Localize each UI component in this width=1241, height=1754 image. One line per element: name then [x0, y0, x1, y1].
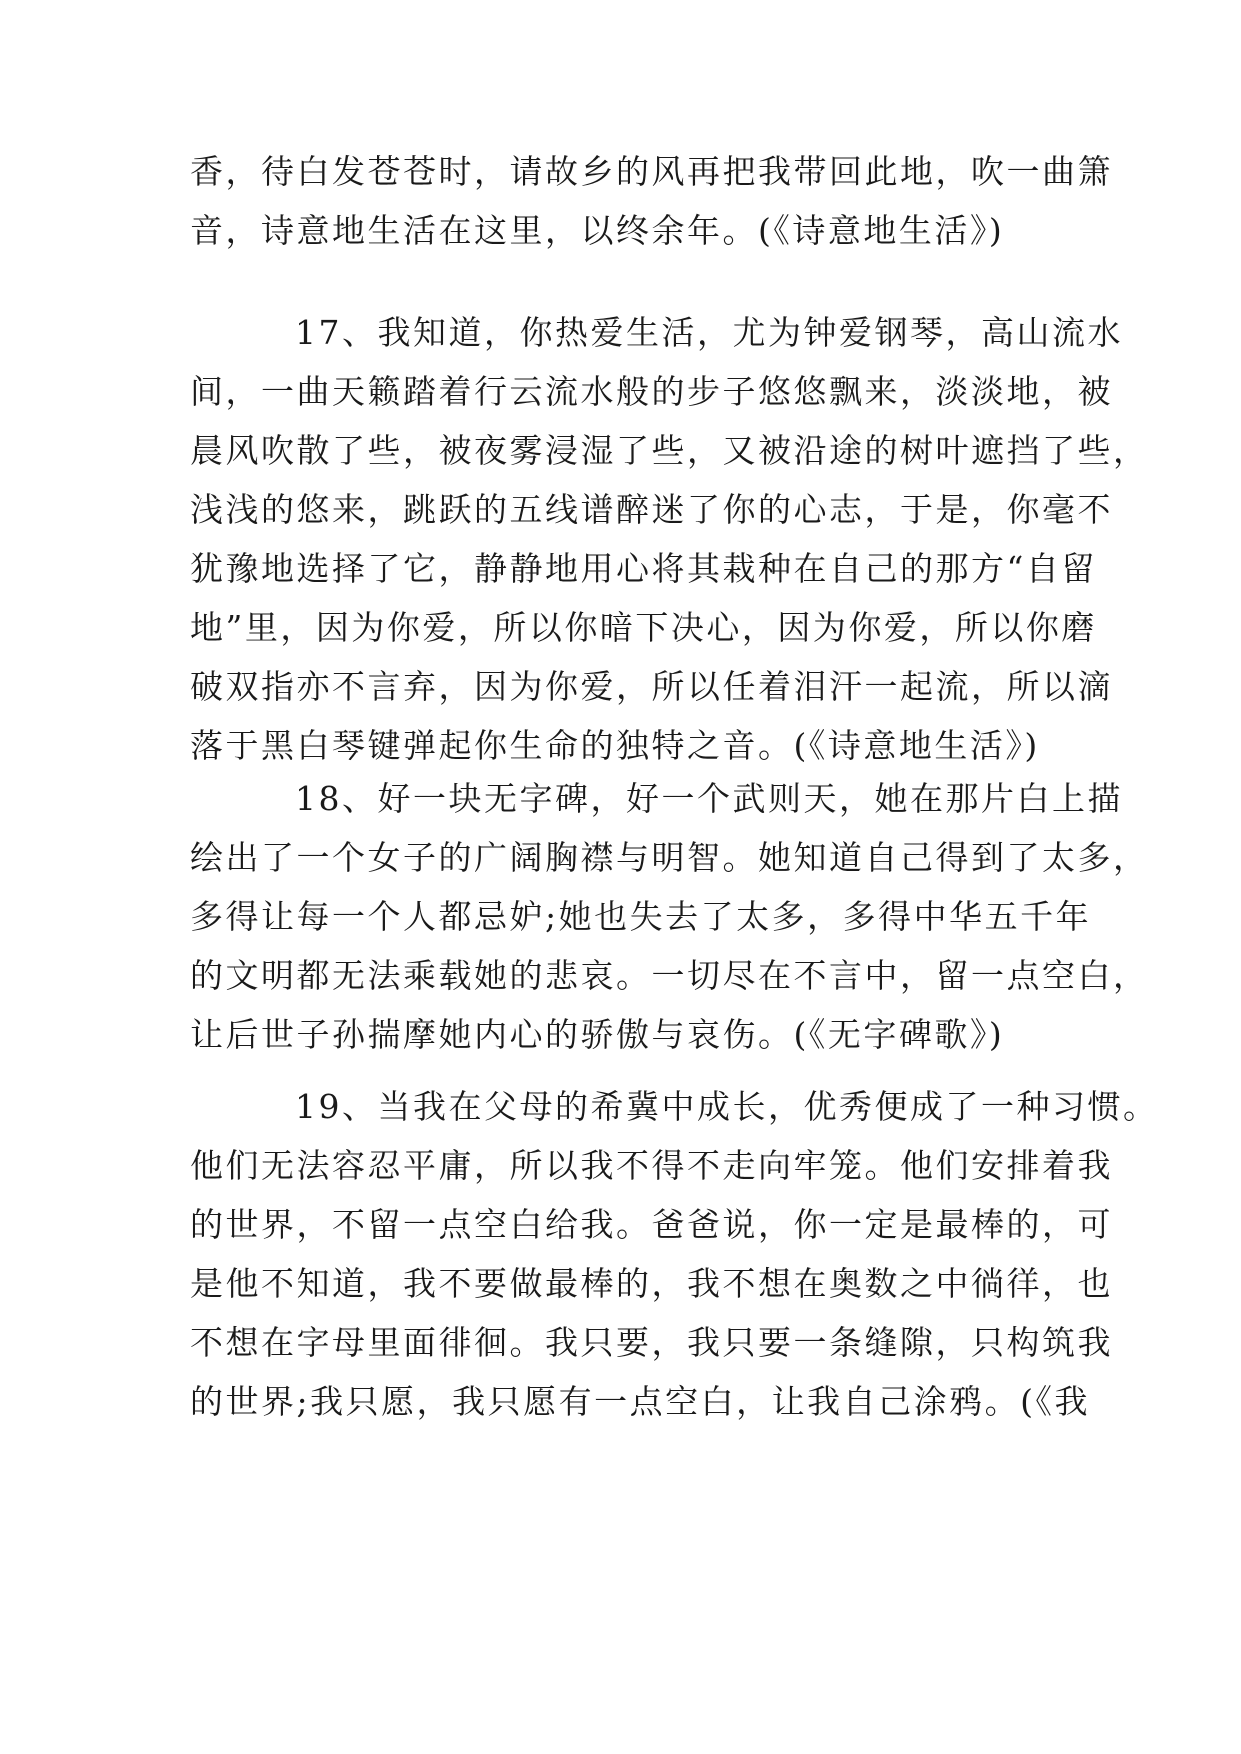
text-line: 香，待白发苍苍时，请故乡的风再把我带回此地，吹一曲箫 [190, 152, 1113, 191]
paragraph-17 [190, 303, 1149, 775]
text-line: 的世界;我只愿，我只愿有一点空白，让我自己涂鸦。(《我 [190, 1382, 1090, 1421]
text-line: 17、我知道，你热爱生活，尤为钟爱钢琴，高山流水 [295, 313, 1123, 352]
text-line: 让后世子孙揣摩她内心的骄傲与哀伤。(《无字碑歌》) [190, 1015, 1005, 1054]
text-line: 破双指亦不言弃，因为你爱，所以任着泪汗一起流，所以滴 [190, 667, 1113, 706]
text-line: 的世界，不留一点空白给我。爸爸说，你一定是最棒的，可 [190, 1205, 1113, 1244]
text-line: 晨风吹散了些，被夜雾浸湿了些，又被沿途的树叶遮挡了些， [190, 431, 1149, 470]
paragraph-16-tail [190, 142, 1113, 260]
paragraph-19 [190, 1077, 1159, 1431]
text-line: 19、当我在父母的希冀中成长，优秀便成了一种习惯。 [295, 1087, 1159, 1126]
paragraph-18 [190, 769, 1149, 1064]
text-line: 他们无法容忍平庸，所以我不得不走向牢笼。他们安排着我 [190, 1146, 1113, 1185]
text-line: 不想在字母里面徘徊。我只要，我只要一条缝隙，只构筑我 [190, 1323, 1113, 1362]
text-line: 18、好一块无字碑，好一个武则天，她在那片白上描 [295, 779, 1123, 818]
text-line: 绘出了一个女子的广阔胸襟与明智。她知道自己得到了太多， [190, 838, 1149, 877]
text-line: 浅浅的悠来，跳跃的五线谱醉迷了你的心志，于是，你毫不 [190, 490, 1113, 529]
text-line: 的文明都无法乘载她的悲哀。一切尽在不言中，留一点空白， [190, 956, 1149, 995]
text-line: 音，诗意地生活在这里，以终余年。(《诗意地生活》) [190, 211, 1005, 250]
text-line: 多得让每一个人都忌妒;她也失去了太多，多得中华五千年 [190, 897, 1092, 936]
text-line: 犹豫地选择了它，静静地用心将其栽种在自己的那方“自留 [190, 549, 1097, 588]
text-line: 地”里，因为你爱，所以你暗下决心，因为你爱，所以你磨 [190, 608, 1097, 647]
text-line: 间，一曲天籁踏着行云流水般的步子悠悠飘来，淡淡地，被 [190, 372, 1113, 411]
text-line: 落于黑白琴键弹起你生命的独特之音。(《诗意地生活》) [190, 726, 1040, 765]
text-line: 是他不知道，我不要做最棒的，我不想在奥数之中徜徉，也 [190, 1264, 1113, 1303]
